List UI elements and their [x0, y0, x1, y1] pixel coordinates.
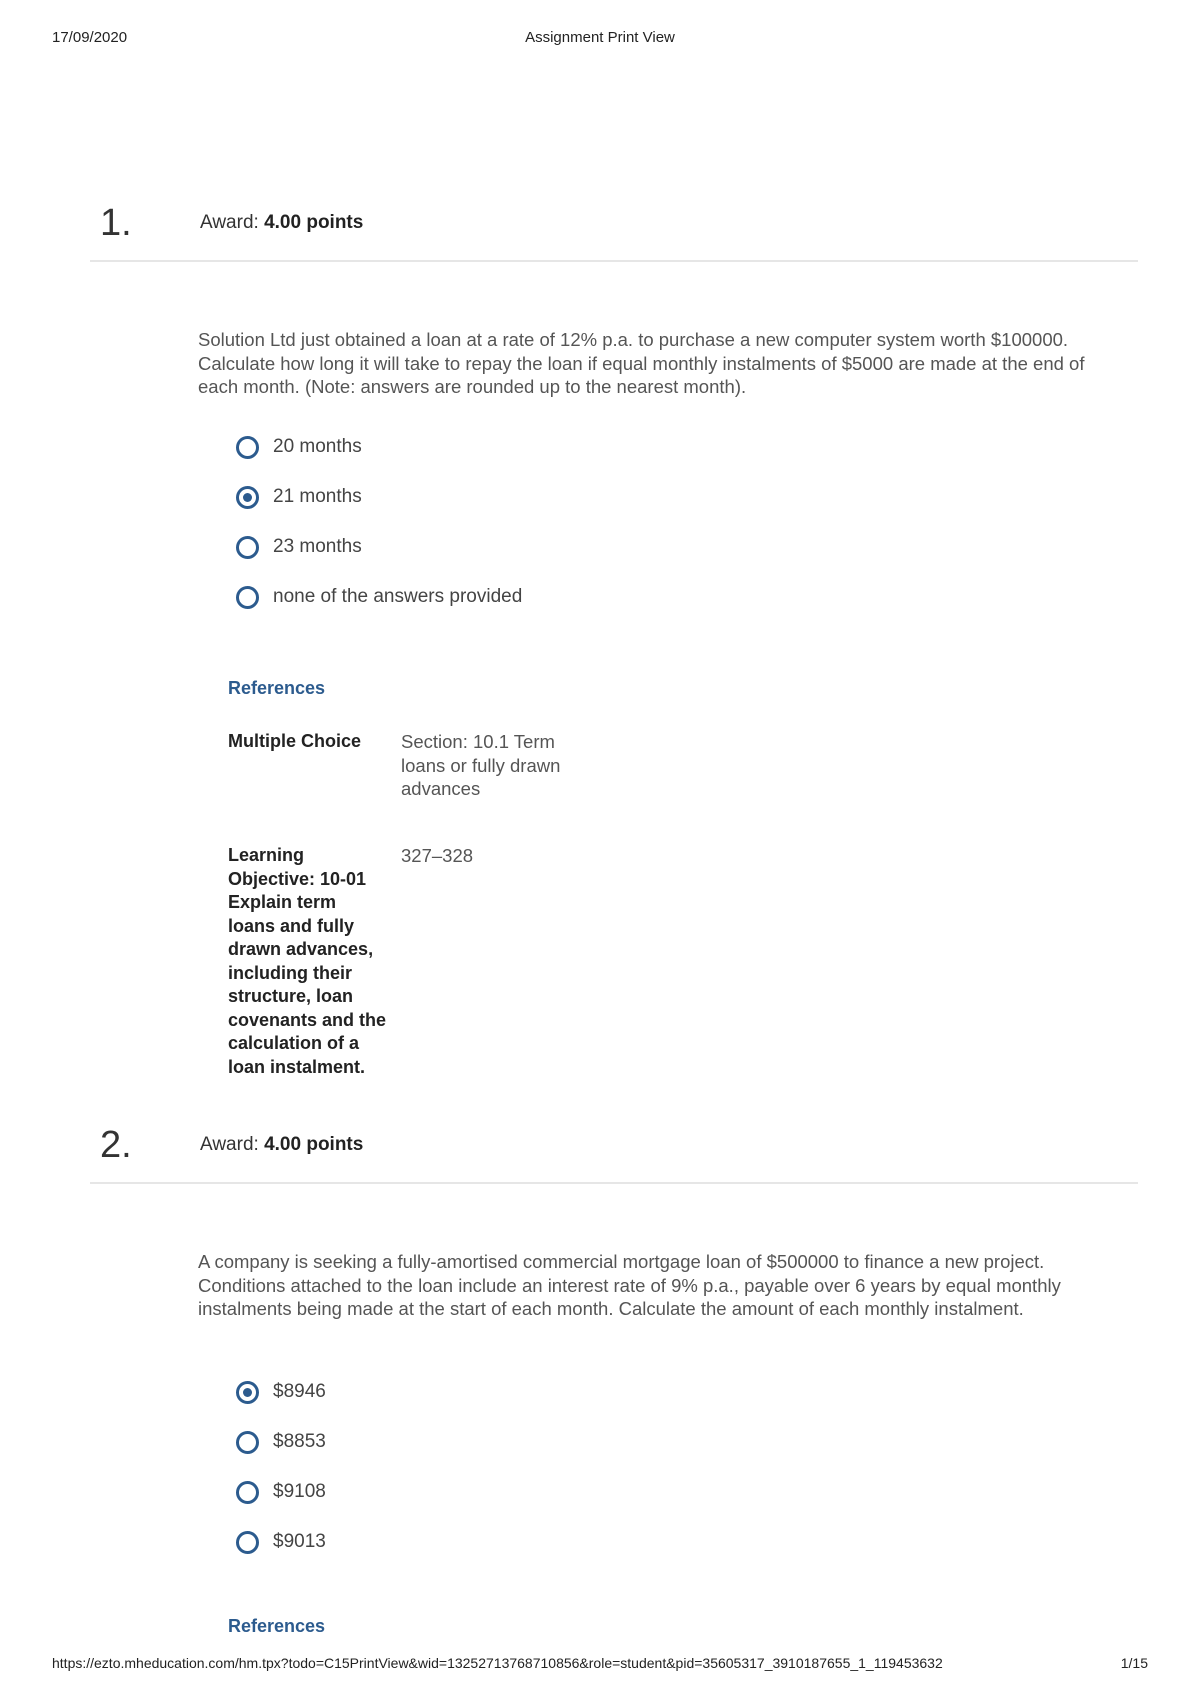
question-1 — [90, 200, 1138, 1080]
option-label: $8853 — [273, 1431, 326, 1452]
reference-key: Learning Objective: 10-01 Explain term loans and fully drawn advances, including their structure, loan covenants and the calculation of a loan instalment. — [228, 845, 387, 1077]
question-number: 2. — [100, 1124, 132, 1166]
print-header — [52, 29, 1148, 49]
award-label: Award: — [200, 212, 259, 233]
award-label: Award: — [200, 1134, 259, 1155]
award-value: 4.00 points — [264, 212, 364, 233]
answer-option[interactable] — [236, 472, 522, 522]
answer-option[interactable] — [236, 572, 522, 622]
option-label: $8946 — [273, 1381, 326, 1402]
award-value: 4.00 points — [264, 1134, 364, 1155]
answer-option[interactable] — [236, 1417, 326, 1467]
radio-unselected-icon[interactable] — [236, 586, 259, 609]
radio-unselected-icon[interactable] — [236, 536, 259, 559]
print-title: Assignment Print View — [525, 29, 675, 46]
answer-options — [236, 1367, 326, 1567]
reference-value: Section: 10.1 Term loans or fully drawn advances — [401, 731, 561, 799]
answer-option[interactable] — [236, 1467, 326, 1517]
references-title: References — [228, 1616, 326, 1636]
print-date: 17/09/2020 — [52, 29, 128, 46]
page-number: 1/15 — [1120, 1655, 1148, 1671]
answer-option[interactable] — [236, 522, 522, 572]
radio-selected-icon[interactable] — [236, 1381, 259, 1404]
option-label: 20 months — [273, 436, 362, 457]
answer-option[interactable] — [236, 422, 522, 472]
reference-key: Multiple Choice — [228, 731, 362, 751]
question-number: 1. — [100, 202, 132, 244]
option-label: none of the answers provided — [273, 586, 523, 607]
award — [200, 212, 363, 234]
radio-unselected-icon[interactable] — [236, 1431, 259, 1454]
question-text: Solution Ltd just obtained a loan at a rate of 12% p.a. to purchase a new computer system worth $100000. Calculate how long it will take to repay the loan if equal monthly instalments of $5000 are made at the end of each month. (Note: answers are rounded up to the nearest month). — [198, 329, 1085, 397]
question-text: A company is seeking a fully-amortised commercial mortgage loan of $500000 to finance a new project. Conditions attached to the loan include an interest rate of 9% p.a., payable over 6 years by equal monthly instalments being made at the start of each month. Calculate the amount of each monthly instalment. — [198, 1251, 1061, 1319]
radio-unselected-icon[interactable] — [236, 1531, 259, 1554]
radio-unselected-icon[interactable] — [236, 436, 259, 459]
radio-selected-icon[interactable] — [236, 486, 259, 509]
option-label: 23 months — [273, 536, 362, 557]
print-footer — [52, 1655, 1148, 1675]
radio-unselected-icon[interactable] — [236, 1481, 259, 1504]
answer-option[interactable] — [236, 1367, 326, 1417]
question-header — [90, 1122, 1138, 1184]
award — [200, 1134, 363, 1156]
option-label: 21 months — [273, 486, 362, 507]
question-2 — [90, 1122, 1138, 1642]
option-label: $9108 — [273, 1481, 326, 1502]
references-title: References — [228, 678, 326, 698]
print-url: https://ezto.mheducation.com/hm.tpx?todo=C15PrintView&wid=13252713768710856&role=student&pid=35605317_3910187655_1_119453632 — [52, 1655, 943, 1671]
answer-options — [236, 422, 522, 622]
question-header — [90, 200, 1138, 262]
reference-value: 327–328 — [401, 845, 474, 866]
answer-option[interactable] — [236, 1517, 326, 1567]
option-label: $9013 — [273, 1531, 326, 1552]
